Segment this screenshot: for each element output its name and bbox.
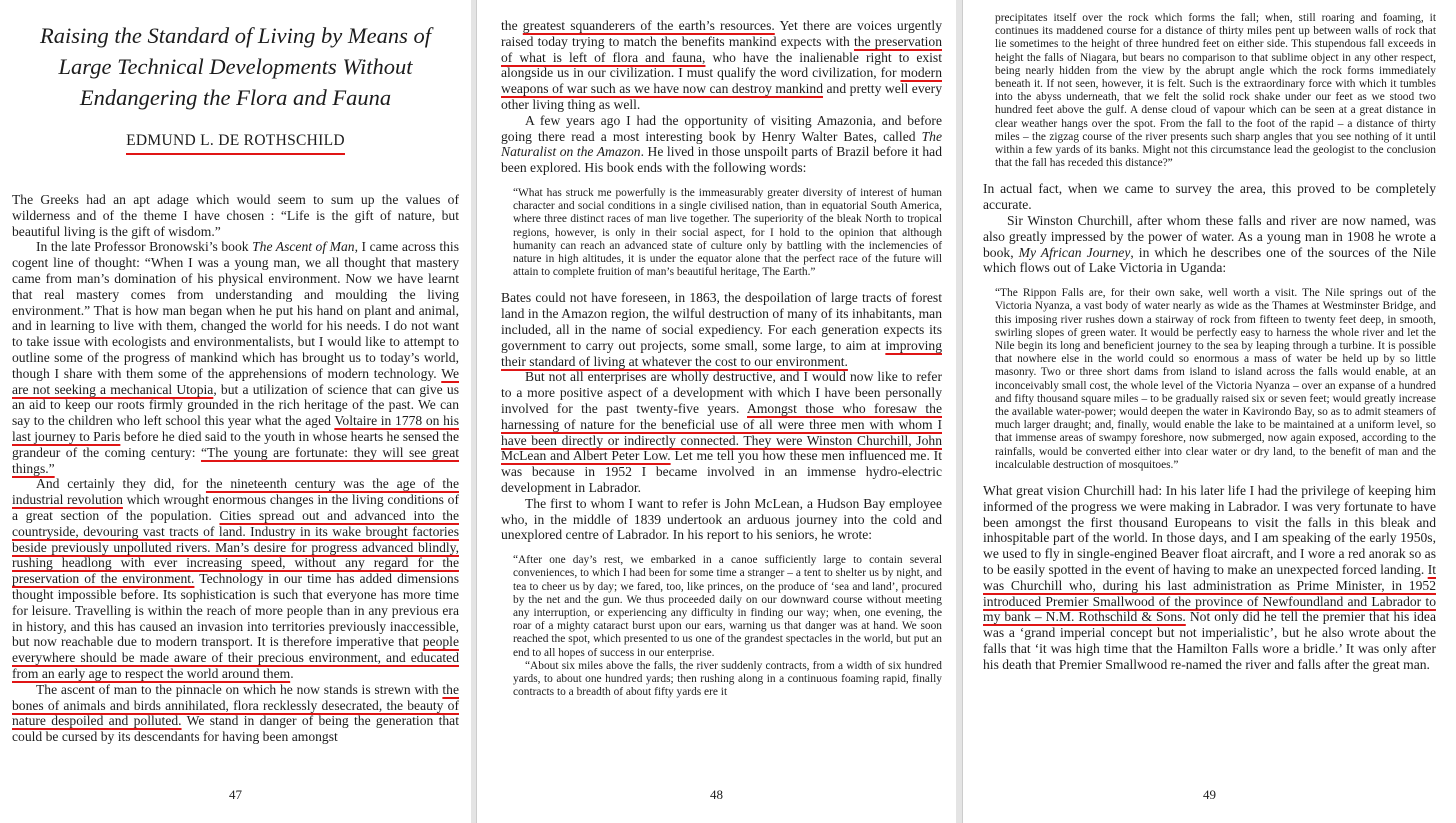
paragraph: the greatest squanderers of the earth’s resources. Yet there are voices urgently raised today trying to match the benefits mankind expects with the preservation of what is left of flora and fauna, who have the inalienable right to exist alongside us in our civilization. I must qualify the word civilization, for modern weapons of war such as we have now can destroy mankind and pretty well every other living thing as well. [501, 18, 942, 112]
paragraph: A few years ago I had the opportunity of visiting Amazonia, and before going there read a most interesting book by Henry Walter Bates, called The Naturalist on the Amazon. He lived in those unspoilt parts of Brazil before it had been explored. His book ends with the following words: [501, 112, 942, 176]
body-text [983, 12, 1436, 673]
page-number: 49 [1203, 787, 1216, 802]
page-48 [476, 0, 956, 823]
highlighted-text: the preservation of what is left of flora and fauna, [501, 33, 942, 65]
highlighted-text: greatest squanderers of the earth’s resources. [522, 18, 775, 33]
paragraph: Bates could not have foreseen, in 1863, the despoilation of large tracts of forest land in the Amazon region, the wilful destruction of many of its inhabitants, man included, all in the name of social expediency. For each generation expects its government to carry out projects, some small, some large, to aim at improving their standard of living at whatever the cost to our environment. [501, 290, 942, 369]
article-title: Raising the Standard of Living by Means of Large Technical Developments Without Endangering the Flora and Fauna [39, 23, 431, 110]
page-number: 48 [710, 787, 723, 802]
highlighted-text: modern weapons of war such as we have now can destroy mankind [501, 65, 942, 97]
body-text [12, 192, 459, 745]
paragraph: And certainly they did, for the nineteenth century was the age of the industrial revolution which wrought enormous changes in the living conditions of a great section of the population. Cities spread out and advanced into the countryside, devouring vast tracts of land. Industry in its wake brought factories beside previously unpolluted rivers. Man’s desire for progress advanced blindly, rushing headlong with ever increasing speed, without any regard for the preservation of the environment. Technology in our time has added dimensions thought impossible before. Its sophistication is such that everyone has more time for leisure. Travelling is within the reach of more people than in any previous era in history, and this has caused an invasion into territories previously inaccessible, but now reachable due to modern transport. It is therefore imperative that people everywhere should be made aware of their precious environment, and educated from an early age to respect the world around them. [12, 476, 460, 681]
paragraph: In the late Professor Bronowski’s book The Ascent of Man, I came across this cogent line of thought: “When I was a young man, we all thought that mastery came from man’s domination of his physical environment. Now we have learnt that real mastery comes from understanding and moulding the living environment.” That is how man began when he put his hand on plant and animal, and in learning to live with them, changed the world for his needs. I do not want to take issue with ecologists and environmentalists, but I would like to attempt to outline some of the progress of mankind which has brought us to today’s world, though I share with them some of the apprehensions of modern technology. We are not seeking a mechanical Utopia, but a utilization of science that can give us an aid to keep our roots firmly grounded in the rich heritage of the past. We can say to the children who left school this year what the aged Voltaire in 1778 on his last journey to Paris before he died said to the youth in whose hearts he sensed the grandeur of the coming century: “The young are fortunate: they will see great things.” [12, 239, 460, 476]
author-name: EDMUND L. DE ROTHSCHILD [12, 132, 459, 150]
paragraph: But not all enterprises are wholly destructive, and I would now like to refer to a more positive aspect of a development with which I have been personally involved for the past twenty-five years. Amongst those who foresaw the harnessing of nature for the beneficial use of all were three men with whom I have been directly or indirectly connected. They were Winston Churchill, John McLean and Albert Peter Low. Let me tell you how these men influenced me. It was because in 1952 I became involved in an immense hydro-electric development in Labrador. [501, 369, 942, 495]
paragraph: The Greeks had an apt adage which would seem to sum up the values of wilderness and of the theme I have chosen : “Life is the gift of nature, but beautiful living is the gift of wisdom.” [12, 192, 459, 239]
highlighted-text: “The young are fortunate: they will see great things.” [12, 444, 460, 476]
block-quote: “About six miles above the falls, the river suddenly contracts, from a width of six hundred yards, to about one hundred yards; then rushing along in a continuous foaming rapid, finally contracts to a breadth of about fifty yards ere it [513, 659, 942, 699]
block-quote: “After one day’s rest, we embarked in a canoe sufficiently large to contain several conveniences, to which I had been for some time a stranger – a tent to shelter us by night, and tea to cheer us by day; we fared, too, like princes, on the produce of ‘sea and land’, procured by the net and the gun. We thus proceeded daily on our downward course without meeting any interruption, or experiencing any difficulty in finding our way; when, one evening, the roar of a mighty cataract burst upon our ears, warning us that danger was at hand. We soon reached the spot, which presented to us one of the grandest spectacles in the world, but put an end to all hopes of success in our enterprise. [513, 554, 942, 659]
highlighted-text: the nineteenth century was the age of the industrial revolution [12, 476, 459, 508]
body-text [501, 18, 942, 699]
highlighted-text: Cities spread out and advanced into the countryside, devouring vast tracts of land. Industry in its wake brought factories beside previously unpolluted rivers. Man’s desire for progress advanced blindly, rushing headlong with ever increasing speed, without any regard for the preservation of the environment. [12, 507, 459, 587]
highlighted-text: Amongst those who foresaw the harnessing of nature for the beneficial use of all were three men with whom I have been directly or indirectly connected. They were Winston Churchill, John McLean and Albert Peter Low. [501, 400, 942, 464]
paragraph: The ascent of man to the pinnacle on which he now stands is strewn with the bones of animals and birds annihilated, flora recklessly desecrated, the beauty of nature despoiled and polluted. We stand in danger of being the generation that could be cursed by its descendants for having been amongst [12, 681, 459, 745]
page-number: 47 [229, 787, 242, 802]
page-49 [962, 0, 1456, 823]
block-quote: “The Rippon Falls are, for their own sake, well worth a visit. The Nile springs out of the Victoria Nyanza, a vast body of water nearly as wide as the Thames at Westminster Bridge, and this imposing river rushes down a stairway of rock from fifteen to twenty feet deep, in smooth, swirling slopes of green water. It would be perfectly easy to harness the whole river and let the Nile begin its long and beneficient journey to the sea by leaping through a turbine. It is possible that nowhere else in the world could so enormous a mass of water be held up by so little masonry. Two or three short dams from island to island across the falls would enable, at an inconceivably small cost, the whole level of the Victoria Nyanza – over an expanse of a hundred and fifty thousand square miles – to be gradually raised six or seven feet; would greatly increase the available water-power; would deepen the water in Kavirondo Bay, so as to admit steamers of much larger draught; and, finally, would enable the lake to be maintained at a uniform level, so that immense areas of swampy foreshore, now submerged, now again exposed, according to the rainfalls, would be converted either into clear water or dry land, to the benefit of man and the incalculable destruction of mosquitoes.” [995, 287, 1436, 471]
highlighted-text: people everywhere should be made aware of their precious environment, and educated from an early age to respect the world around them [12, 634, 459, 681]
highlighted-text: We are not seeking a mechanical Utopia [12, 365, 459, 397]
book-title: The Ascent of Man [252, 239, 355, 255]
book-title: The Naturalist on the Amazon [501, 128, 942, 160]
paragraph: In actual fact, when we came to survey the area, this proved to be completely accurate. [983, 181, 1436, 213]
paragraph: The first to whom I want to refer is John McLean, a Hudson Bay employee who, in the middle of 1839 undertook an arduous journey into the cold and unexplored centre of Labrador. In his report to his seniors, he wrote: [501, 495, 942, 543]
block-quote: “What has struck me powerfully is the immeasurably greater diversity of interest of human character and social conditions in a single civilised nation, than in equatorial South America, where three distinct races of man live together. The superiority of the bleak North to tropical regions, however, is only in their social aspect, for I hold to the opinion that although humanity can reach an advanced state of culture only by battling with the inclemencies of nature in high altitudes, it is under the equator alone that the perfect race of the future will attain to complete fruition of man’s beautiful heritage, The Earth.” [513, 186, 942, 279]
paragraph: Sir Winston Churchill, after whom these falls and river are now named, was also greatly impressed by the power of water. As a young man in 1908 he wrote a book, My African Journey, in which he describes one of the sources of the Nile which flows out of Lake Victoria in Uganda: [983, 213, 1437, 276]
book-title: My African Journey [1018, 244, 1131, 260]
block-quote: precipitates itself over the rock which forms the fall; when, still roaring and foaming, it continues its maddened course for a distance of thirty miles pent up between walls of rock that lie sometimes to the height of three hundred feet on either side. This stupendous fall exceeds in height the falls of Niagara, but bears no comparison to that sublime object in any other respect, being nearly hidden from the view by the abrupt angle which the rock forms immediately beneath it. If not seen, however, it is felt. Such is the extraordinary force with which it tumbles into the abyss underneath, that we felt the solid rock shake under our feet as we stood two hundred feet above the gulf. A dense cloud of vapour which can be seen at a great distance in clear weather hangs over the spot. From the fall to the foot of the rapid – a distance of thirty miles – the zigzag course of the river presents such sharp angles that you see nothing of it until within a few yards of its banks. Might not this circumstance lead the geologist to the conclusion that the fall has receded this distance?” [995, 12, 1436, 170]
highlighted-text: improving their standard of living at whatever the cost to our environment. [501, 337, 942, 369]
highlighted-text: Voltaire in 1778 on his last journey to Paris [12, 413, 459, 444]
highlighted-text: It was Churchill who, during his last administration as Prime Minister, in 1952 introduced Premier Smallwood of the province of Newfoundland and Labrador to my bank – N.M. Rothschild & Sons. [983, 562, 1436, 625]
page-47 [0, 0, 471, 823]
highlighted-text: the bones of animals and birds annihilated, flora recklessly desecrated, the beauty of nature despoiled and polluted. [12, 681, 459, 729]
paragraph: What great vision Churchill had: In his later life I had the privilege of keeping him informed of the progress we were making in Labrador. I was very fortunate to have been amongst the first thousand Europeans to visit the falls in this bleak and inhospitable part of the world. In those days, and I am speaking of the early 1950s, we used to fly in single-engined Beaver float aircraft, and I wore a red anorak so as to be easily spotted in the event of having to make an unexpected forced landing. It was Churchill who, during his last administration as Prime Minister, in 1952 introduced Premier Smallwood of the province of Newfoundland and Labrador to my bank – N.M. Rothschild & Sons. Not only did he tell the premier that his idea was a ‘grand imperial concept but not imperialistic’, but he also wrote about the falls that ‘it was high time that the Hamilton Falls wore a bridle.’ It was only after his death that Premier Smallwood re-named the river and falls after the great man. [983, 483, 1437, 672]
